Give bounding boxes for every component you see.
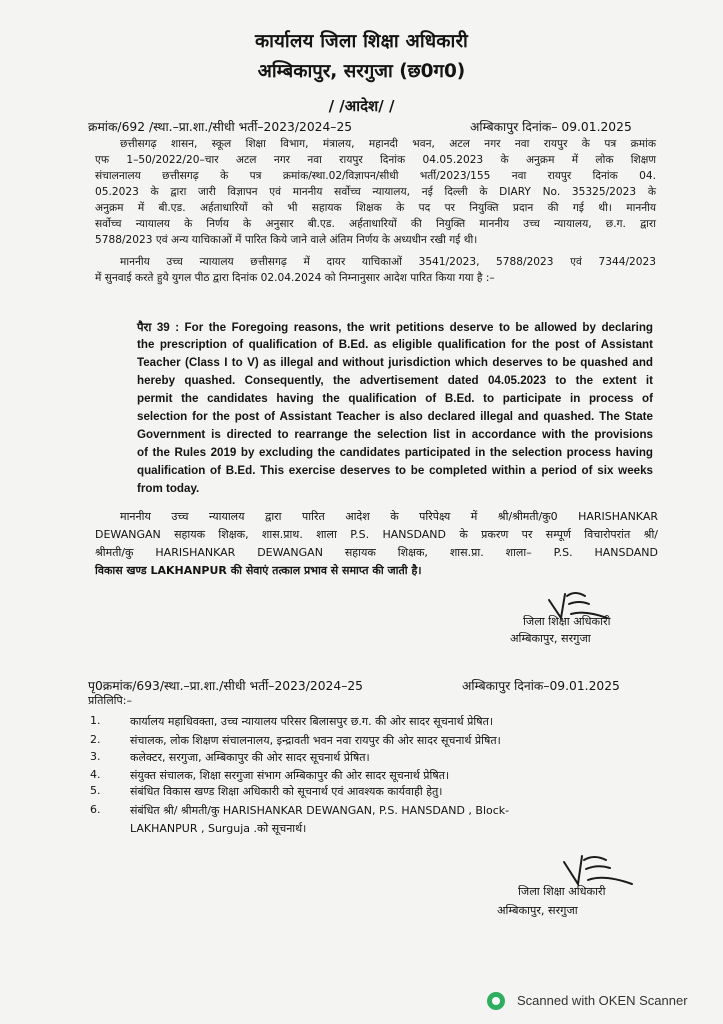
order-date: अम्बिकापुर दिनांक– 09.01.2025 — [470, 120, 632, 134]
copy-label: प्रतिलिपि:– — [88, 694, 132, 707]
para3-line: श्रीमती/कु HARISHANKAR DEWANGAN सहायक शिक्षक, शास.प्रा. शाला– P.S. HANSDAND — [95, 546, 658, 559]
quote-line: qualification of B.Ed. This exercise deserves to be completed within a period of six weeks — [137, 464, 653, 477]
para3-line: DEWANGAN सहायक शिक्षक, शास.प्राथ. शाला P.S. HANSDAND के प्रकरण पर सम्पूर्ण विचारोपरांत श्री/ — [95, 528, 658, 541]
para1-line: अनुक्रम में बी.एड. अर्हताधारियों को भी सहायक शिक्षक के पद पर नियुक्ति प्रदान की गई थी। माननीय — [95, 202, 656, 214]
quote-line: selection for the post of Assistant Teacher is also declared illegal and quashed. The State — [137, 410, 653, 423]
endorsement-number: पृ0क्रमांक/693/स्था.–प्रा.शा./सीधी भर्ती–2023/2024–25 — [88, 679, 363, 693]
office-location: अम्बिकापुर, सरगुजा (छ0ग0) — [257, 61, 466, 82]
copy-item-number: 4. — [90, 768, 101, 781]
order-title: / /आदेश/ / — [328, 97, 395, 115]
copy-item-text: कलेक्टर, सरगुजा, अम्बिकापुर की ओर सादर सूचनार्थ प्रेषित। — [130, 751, 370, 764]
copy-item-number: 2. — [90, 733, 101, 746]
quote-line: Teacher (Class I to V) as illegal and without jurisdiction which deserves to be quashed and — [137, 356, 653, 369]
signature-2-place: अम्बिकापुर, सरगुजा — [497, 904, 578, 917]
para2-line: माननीय उच्च न्यायालय छत्तीसगढ़ में दायर याचिकाओं 3541/2023, 5788/2023 एवं 7344/2023 — [120, 256, 656, 268]
scanner-logo-icon — [487, 992, 505, 1010]
para1-line: एफ 1–50/2022/20–चार अटल नगर नवा रायपुर दिनांक 04.05.2023 के अनुक्रम में लोक शिक्षण — [95, 154, 656, 166]
quote-line: पैरा 39 : For the Foregoing reasons, the writ petitions deserve to be allowed by declaring — [137, 321, 653, 334]
quote-line: from today. — [137, 482, 200, 495]
copy-item-number: 6. — [90, 803, 101, 816]
office-heading: कार्यालय जिला शिक्षा अधिकारी — [254, 31, 469, 52]
quote-line: Government is directed to rearrange the selection list in accordance with the provisions — [137, 428, 653, 441]
copy-item-number: 3. — [90, 750, 101, 763]
scanner-watermark: Scanned with OKEN Scanner — [517, 993, 688, 1008]
order-number: क्रमांक/692 /स्था.–प्रा.शा./सीधी भर्ती–2023/2024–25 — [88, 120, 353, 134]
para2-line: में सुनवाई करते हुये युगल पीठ द्वारा दिनांक 02.04.2024 को निम्नानुसार आदेश पारित किया गया है :– — [95, 272, 495, 284]
para3-line: माननीय उच्च न्यायालय द्वारा पारित आदेश के परिपेक्ष्य में श्री/श्रीमती/कु0 HARISHANKAR — [120, 510, 658, 523]
copy-item-continuation: LAKHANPUR , Surguja .को सूचनार्थ। — [130, 822, 307, 835]
para1-line: संचालनालय छत्तीसगढ़ के पत्र क्रमांक/स्था.02/विज्ञापन/सीधी भर्ती/2023/155 नवा रायपुर दिनांक 04. — [95, 170, 656, 182]
copy-item-text: संबंधित श्री/ श्रीमती/कु HARISHANKAR DEWANGAN, P.S. HANSDAND , Block- — [130, 804, 510, 817]
copy-item-number: 1. — [90, 714, 101, 727]
endorsement-date: अम्बिकापुर दिनांक–09.01.2025 — [462, 679, 620, 693]
signature-2-title: जिला शिक्षा अधिकारी — [518, 885, 606, 898]
quote-line: of the Rules 2019 by excluding the candidates participated in the selection process having — [137, 446, 653, 459]
signature-1-place: अम्बिकापुर, सरगुजा — [510, 632, 591, 645]
quote-line: permit the candidates having the qualification of B.Ed. to participate in process of — [137, 392, 653, 405]
copy-item-text: संयुक्त संचालक, शिक्षा सरगुजा संभाग अम्बिकापुर की ओर सादर सूचनार्थ प्रेषित। — [130, 769, 450, 782]
para1-line: छत्तीसगढ़ शासन, स्कूल शिक्षा विभाग, मंत्रालय, महानदी भवन, अटल नगर नवा रायपुर के पत्र क्रमांक — [120, 138, 656, 150]
para1-line: सर्वोच्च न्यायालय के निर्णय के अनुसार बी.एड. अर्हताधारियों की नियुक्ति माननीय उच्च न्यायालय, छ.ग. द्वारा — [95, 218, 656, 230]
para3-line: विकास खण्ड LAKHANPUR की सेवाएं तत्काल प्रभाव से समाप्त की जाती है। — [95, 564, 422, 577]
quote-line: the prescription of qualification of B.Ed. as eligible qualification for the post of Assistant — [137, 338, 653, 351]
quote-line: hereby quashed. Consequently, the advertisement dated 04.05.2023 to the extent it — [137, 374, 653, 387]
copy-item-text: संचालक, लोक शिक्षण संचालनालय, इन्द्रावती भवन नवा रायपुर की ओर सादर सूचनार्थ प्रेषित। — [130, 734, 501, 747]
copy-item-number: 5. — [90, 784, 101, 797]
para1-line: 05.2023 के द्वारा जारी विज्ञापन एवं माननीय सर्वोच्च न्यायालय, नई दिल्ली के DIARY No. 35325/2023 के — [95, 186, 656, 198]
copy-item-text: कार्यालय महाधिवक्ता, उच्च न्यायालय परिसर बिलासपुर छ.ग. की ओर सादर सूचनार्थ प्रेषित। — [130, 715, 494, 728]
copy-item-text: संबंधित विकास खण्ड शिक्षा अधिकारी को सूचनार्थ एवं आवश्यक कार्यवाही हेतु। — [130, 785, 443, 798]
signature-1-title: जिला शिक्षा अधिकारी — [523, 615, 611, 628]
para1-line: 5788/2023 एवं अन्य याचिकाओं में पारित किये जाने वाले अंतिम निर्णय के अध्यधीन रखी गई थी। — [95, 234, 478, 246]
